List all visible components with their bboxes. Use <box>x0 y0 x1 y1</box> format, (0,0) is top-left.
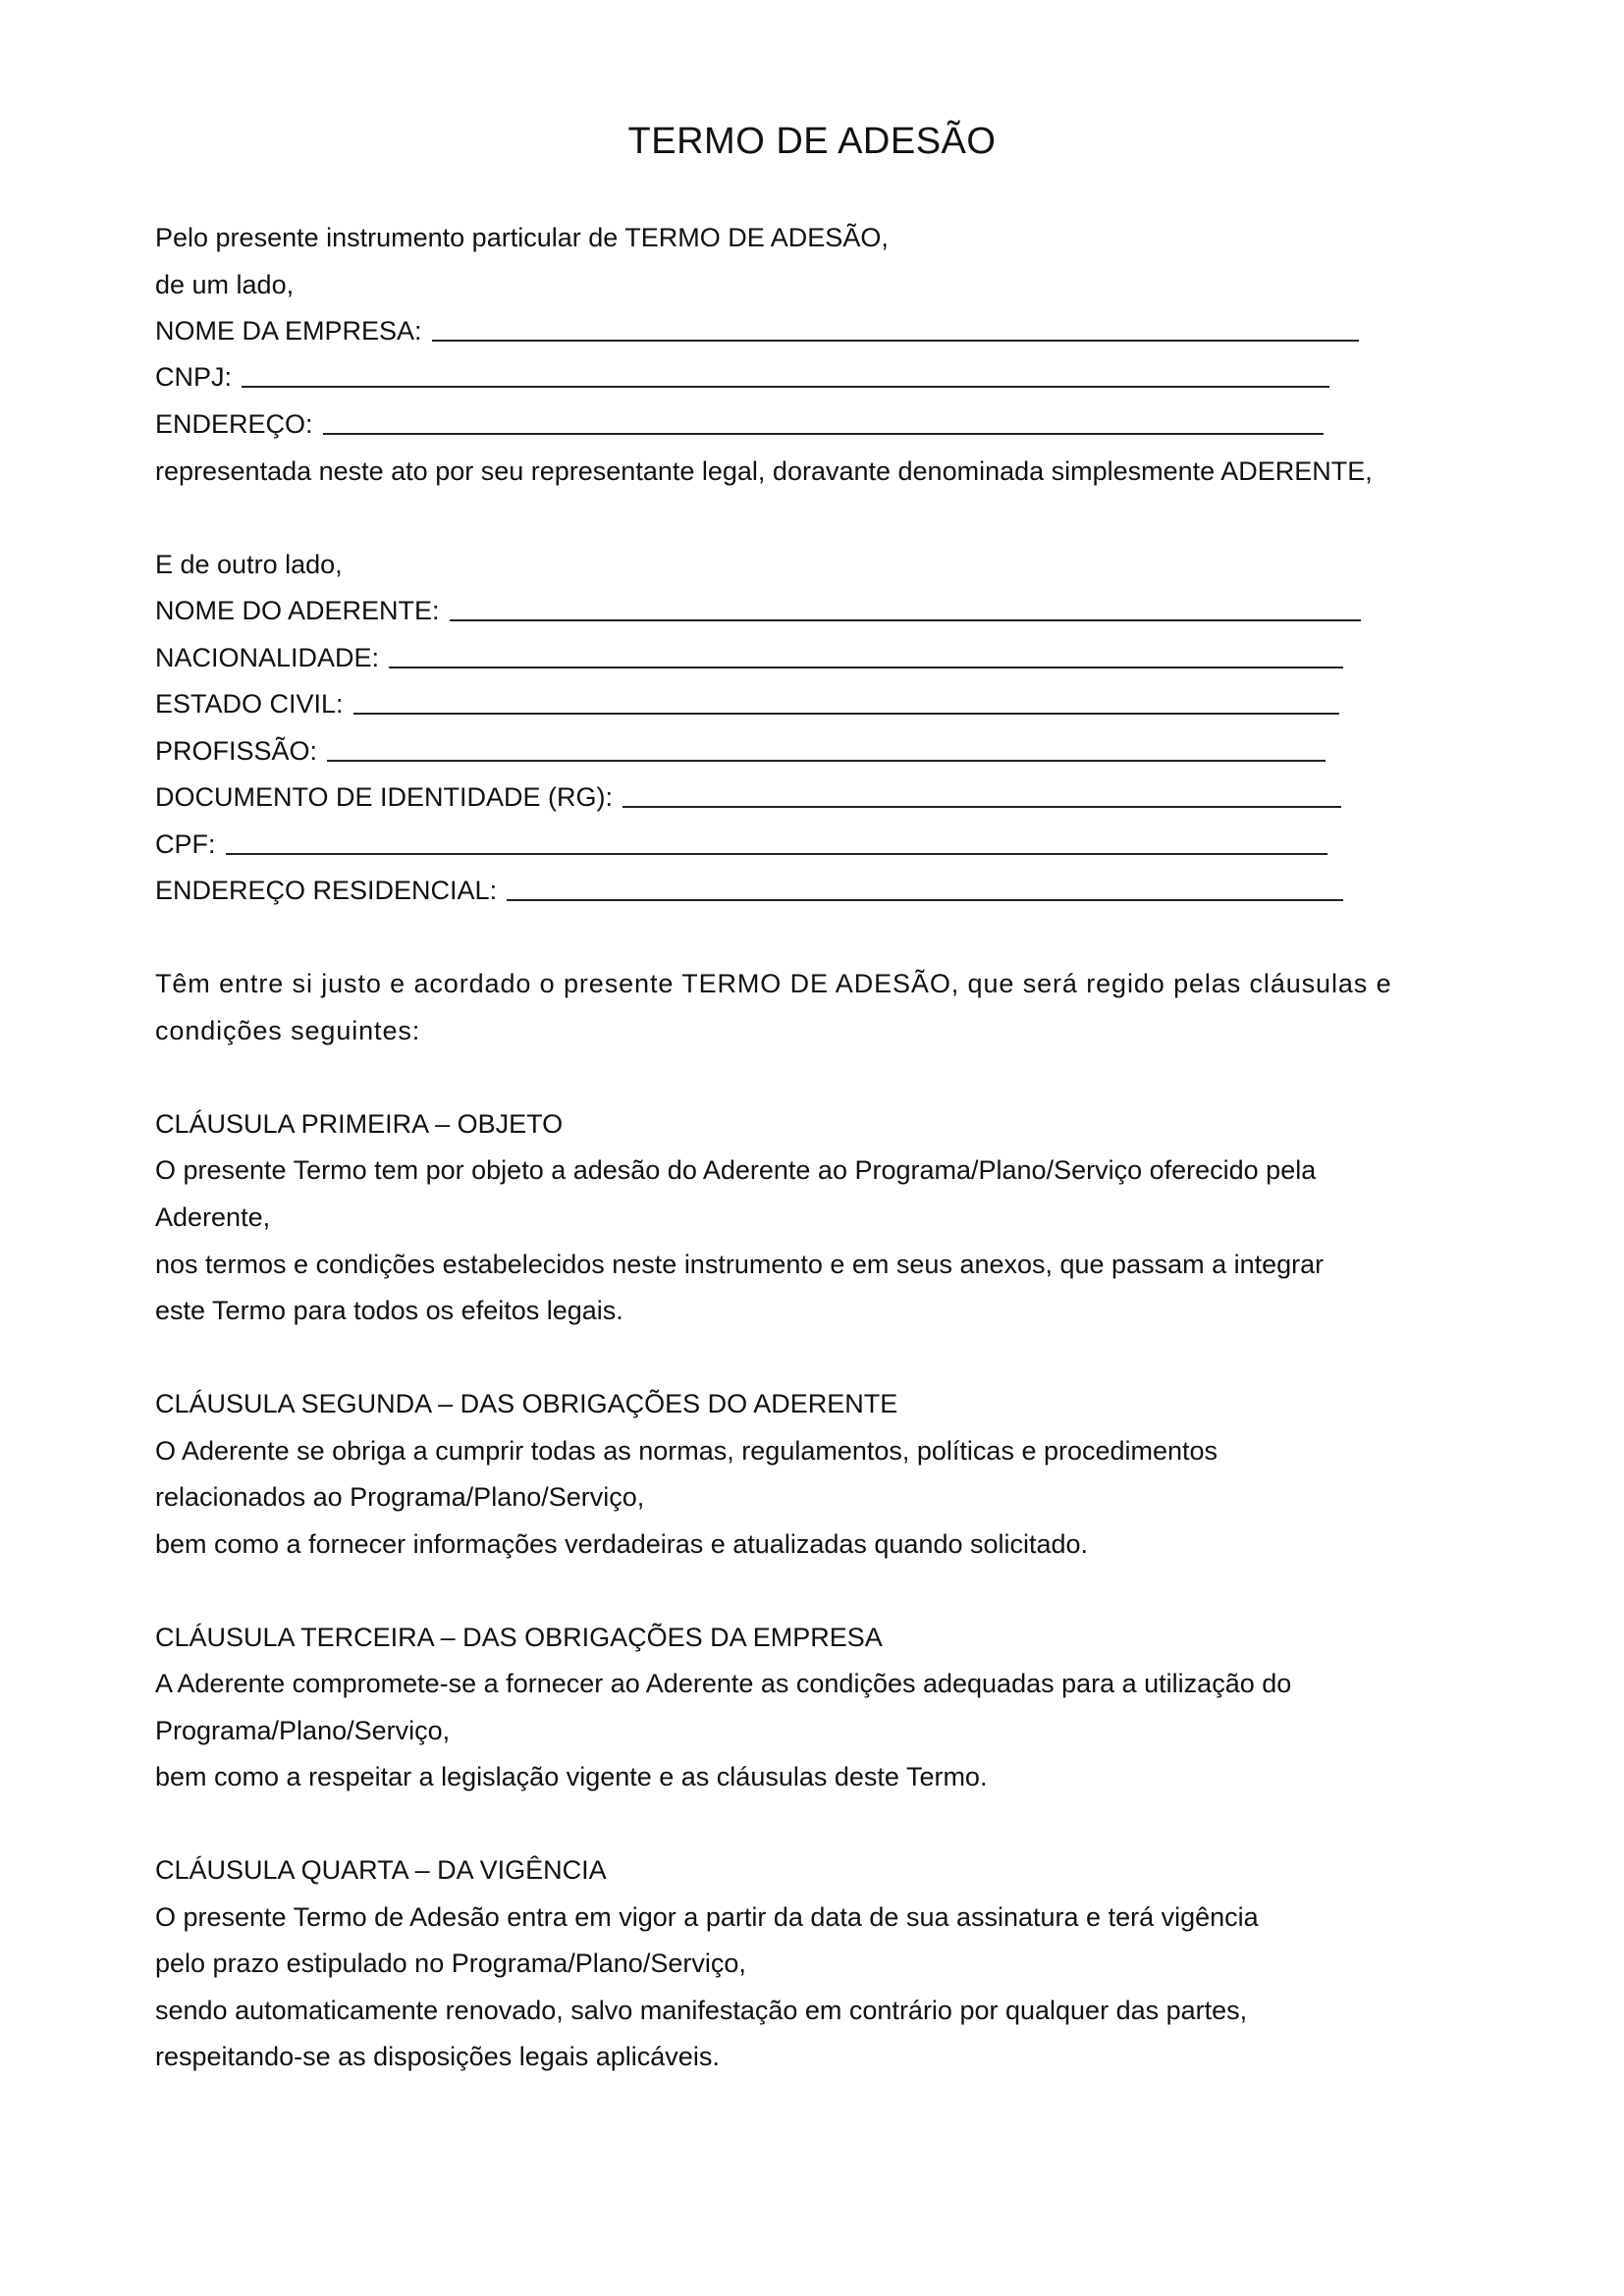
clause-1-line-3: nos termos e condições estabelecidos neste instrumento e em seus anexos, que passam a integrar <box>155 1250 1325 1279</box>
clause-1-heading: CLÁUSULA PRIMEIRA – OBJETO <box>155 1109 564 1139</box>
company-address-field[interactable] <box>155 404 1324 444</box>
profession-label: PROFISSÃO: <box>155 736 318 766</box>
clause-3-line-1: A Aderente compromete-se a fornecer ao Aderente as condições adequadas para a utilização do <box>155 1669 1292 1698</box>
clause-4-line-1: O presente Termo de Adesão entra em vigor a partir da data de sua assinatura e terá vigência <box>155 1902 1259 1932</box>
profession-field[interactable] <box>155 731 1326 771</box>
clause-3-line-3: bem como a respeitar a legislação vigente e as cláusulas deste Termo. <box>155 1762 988 1791</box>
clause-2-line-3: bem como a fornecer informações verdadeiras e atualizadas quando solicitado. <box>155 1529 1089 1559</box>
clause-4-line-3: sendo automaticamente renovado, salvo manifestação em contrário por qualquer das partes, <box>155 1996 1248 2025</box>
clause-1-line-4: este Termo para todos os efeitos legais. <box>155 1296 623 1325</box>
residential-address-label: ENDEREÇO RESIDENCIAL: <box>155 876 498 905</box>
cpf-field[interactable] <box>155 825 1327 864</box>
company-name-field[interactable] <box>155 311 1359 350</box>
cnpj-field[interactable] <box>155 357 1329 397</box>
identity-document-label: DOCUMENTO DE IDENTIDADE (RG): <box>155 782 614 812</box>
cpf-label: CPF: <box>155 829 216 859</box>
cpf-blank[interactable] <box>226 853 1327 855</box>
clause-2-heading: CLÁUSULA SEGUNDA – DAS OBRIGAÇÕES DO ADERENTE <box>155 1389 898 1418</box>
clause-2-line-2: relacionados ao Programa/Plano/Serviço, <box>155 1482 645 1512</box>
marital-status-blank[interactable] <box>353 713 1339 715</box>
marital-status-label: ESTADO CIVIL: <box>155 689 344 719</box>
company-name-blank[interactable] <box>432 340 1359 342</box>
clause-1-line-1: O presente Termo tem por objeto a adesão do Aderente ao Programa/Plano/Serviço oferecido pela <box>155 1155 1317 1185</box>
clause-4-line-2: pelo prazo estipulado no Programa/Plano/Serviço, <box>155 1949 746 1978</box>
identity-document-field[interactable] <box>155 777 1341 817</box>
clause-3-heading: CLÁUSULA TERCEIRA – DAS OBRIGAÇÕES DA EMPRESA <box>155 1623 883 1652</box>
profession-blank[interactable] <box>327 760 1326 762</box>
nationality-label: NACIONALIDADE: <box>155 643 380 672</box>
cnpj-blank[interactable] <box>242 386 1329 388</box>
adherent-name-blank[interactable] <box>450 619 1361 621</box>
intro-line-1: Pelo presente instrumento particular de TERMO DE ADESÃO, <box>155 223 889 252</box>
clause-2-line-1: O Aderente se obriga a cumprir todas as normas, regulamentos, políticas e procedimentos <box>155 1436 1218 1466</box>
agreement-line-1: Têm entre si justo e acordado o presente TERMO DE ADESÃO, que será regido pelas cláusulas e <box>155 969 1392 998</box>
company-address-label: ENDEREÇO: <box>155 409 313 439</box>
identity-document-blank[interactable] <box>623 806 1341 808</box>
nationality-field[interactable] <box>155 638 1343 677</box>
marital-status-field[interactable] <box>155 684 1339 723</box>
clause-3-line-2: Programa/Plano/Serviço, <box>155 1716 451 1745</box>
company-address-blank[interactable] <box>323 433 1324 435</box>
other-party-intro: E de outro lado, <box>155 550 343 579</box>
company-name-label: NOME DA EMPRESA: <box>155 316 422 346</box>
clause-1-line-2: Aderente, <box>155 1202 271 1232</box>
agreement-line-2: condições seguintes: <box>155 1016 421 1045</box>
clause-4-heading: CLÁUSULA QUARTA – DA VIGÊNCIA <box>155 1855 607 1885</box>
nationality-blank[interactable] <box>389 667 1343 668</box>
company-closing-text: representada neste ato por seu representante legal, doravante denominada simplesmente ADERENTE, <box>155 456 1373 486</box>
intro-line-2: de um lado, <box>155 270 295 299</box>
cnpj-label: CNPJ: <box>155 362 233 392</box>
clause-4-line-4: respeitando-se as disposições legais aplicáveis. <box>155 2042 720 2071</box>
residential-address-blank[interactable] <box>507 899 1343 901</box>
adherent-name-field[interactable] <box>155 591 1361 630</box>
adherent-name-label: NOME DO ADERENTE: <box>155 596 440 625</box>
residential-address-field[interactable] <box>155 871 1343 910</box>
document-title: TERMO DE ADESÃO <box>627 121 997 162</box>
